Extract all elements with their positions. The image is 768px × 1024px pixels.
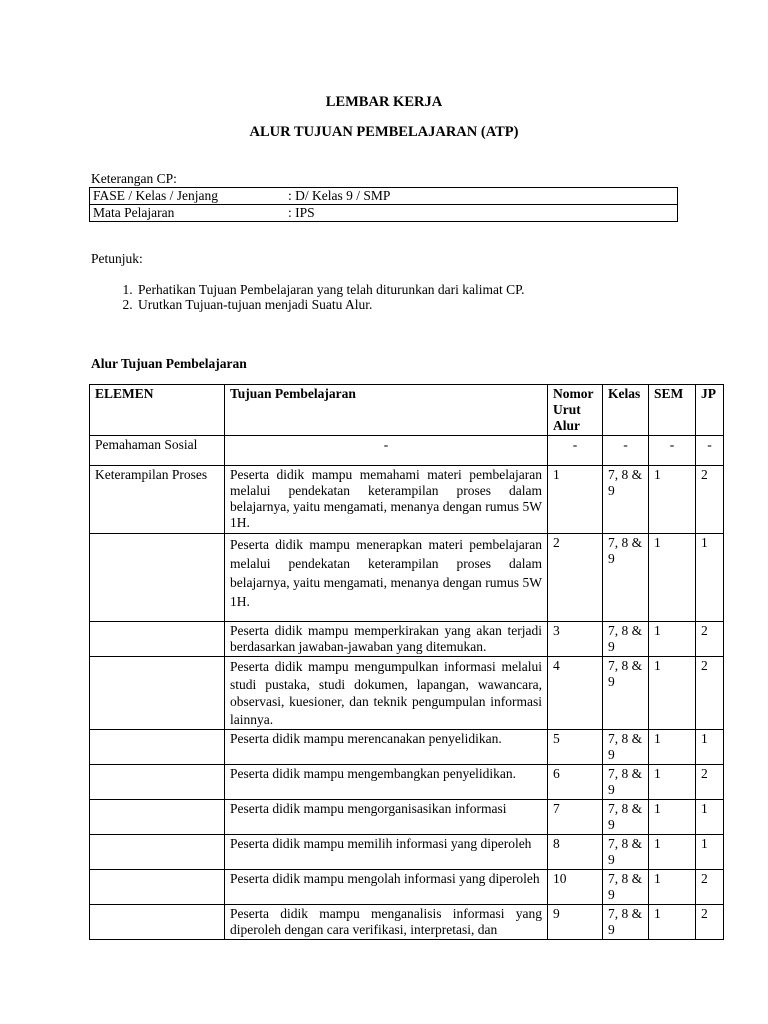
petunjuk-item: 2. Urutkan Tujuan-tujuan menjadi Suatu Alur. [136, 297, 525, 312]
cell-sem: 1 [649, 870, 696, 905]
cell-tujuan: Peserta didik mampu memahami materi pembelajaran melalui pendekatan keterampilan proses dalam belajarnya, yaitu mengamati, menanya dengan rumus 5W 1H. [225, 466, 548, 534]
cell-jp: 1 [696, 800, 724, 835]
table-row [90, 835, 724, 870]
cell-kelas: 7, 8 & 9 [603, 905, 649, 940]
cell-tujuan: Peserta didik mampu mengolah informasi yang diperoleh [225, 870, 548, 905]
cell-elemen [90, 657, 225, 730]
cell-nomor: 7 [548, 800, 603, 835]
cp-value: : IPS [285, 205, 678, 222]
atp-heading: Alur Tujuan Pembelajaran [91, 356, 247, 371]
cell-nomor: 2 [548, 534, 603, 622]
cell-jp: 2 [696, 765, 724, 800]
cell-sem: 1 [649, 534, 696, 622]
cell-nomor: 5 [548, 730, 603, 765]
cell-kelas: 7, 8 & 9 [603, 730, 649, 765]
cell-sem: 1 [649, 765, 696, 800]
cell-tujuan: Peserta didik mampu memilih informasi yang diperoleh [225, 835, 548, 870]
table-row [90, 436, 724, 466]
cell-jp: 1 [696, 534, 724, 622]
col-header-kelas: Kelas [603, 385, 649, 436]
cell-tujuan: Peserta didik mampu memperkirakan yang akan terjadi berdasarkan jawaban-jawaban yang ditemukan. [225, 622, 548, 657]
cell-sem: 1 [649, 466, 696, 534]
cell-elemen [90, 835, 225, 870]
cell-kelas: 7, 8 & 9 [603, 466, 649, 534]
cell-tujuan: Peserta didik mampu menganalisis informasi yang diperoleh dengan cara verifikasi, interpretasi, dan [225, 905, 548, 940]
cell-sem: - [649, 436, 696, 466]
cp-key: FASE / Kelas / Jenjang [90, 188, 286, 205]
cell-jp: 2 [696, 870, 724, 905]
cell-nomor: 8 [548, 835, 603, 870]
table-row [90, 622, 724, 657]
table-row [90, 466, 724, 534]
table-row [90, 765, 724, 800]
atp-table [89, 384, 724, 940]
cell-sem: 1 [649, 905, 696, 940]
cell-elemen [90, 905, 225, 940]
cell-kelas: 7, 8 & 9 [603, 835, 649, 870]
document-subtitle: ALUR TUJUAN PEMBELAJARAN (ATP) [249, 124, 519, 140]
cell-kelas: - [603, 436, 649, 466]
cell-nomor: 3 [548, 622, 603, 657]
cell-jp: 2 [696, 657, 724, 730]
cell-nomor: 10 [548, 870, 603, 905]
petunjuk-label: Petunjuk: [91, 251, 143, 266]
cp-label: Keterangan CP: [91, 171, 177, 186]
cell-elemen [90, 765, 225, 800]
cell-kelas: 7, 8 & 9 [603, 534, 649, 622]
cell-elemen [90, 800, 225, 835]
cell-kelas: 7, 8 & 9 [603, 765, 649, 800]
cell-tujuan: Peserta didik mampu menerapkan materi pembelajaran melalui pendekatan keterampilan proses dalam belajarnya, yaitu mengamati, menanya dengan rumus 5W 1H. [225, 534, 548, 622]
table-row [90, 870, 724, 905]
table-row [90, 800, 724, 835]
cp-row [90, 205, 678, 222]
cp-row [90, 188, 678, 205]
atp-header-row [90, 385, 724, 436]
cell-tujuan: Peserta didik mampu mengembangkan penyelidikan. [225, 765, 548, 800]
cell-elemen [90, 622, 225, 657]
cell-sem: 1 [649, 657, 696, 730]
cell-nomor: 4 [548, 657, 603, 730]
cell-elemen [90, 730, 225, 765]
col-header-sem: SEM [649, 385, 696, 436]
cell-elemen [90, 870, 225, 905]
cell-jp: 2 [696, 622, 724, 657]
col-header-nomor: Nomor Urut Alur [548, 385, 603, 436]
cell-jp: 2 [696, 905, 724, 940]
cell-jp: - [696, 436, 724, 466]
cell-elemen: Keterampilan Proses [90, 466, 225, 534]
cell-kelas: 7, 8 & 9 [603, 622, 649, 657]
col-header-jp: JP [696, 385, 724, 436]
cell-sem: 1 [649, 835, 696, 870]
cell-nomor: 1 [548, 466, 603, 534]
table-row [90, 730, 724, 765]
cell-tujuan: - [225, 436, 548, 466]
cell-nomor: 9 [548, 905, 603, 940]
cell-kelas: 7, 8 & 9 [603, 657, 649, 730]
cp-table [89, 187, 678, 222]
cell-sem: 1 [649, 622, 696, 657]
cell-elemen: Pemahaman Sosial [90, 436, 225, 466]
cell-tujuan: Peserta didik mampu mengumpulkan informasi melalui studi pustaka, studi dokumen, lapangan, wawancara, observasi, kuesioner, dan teknik pengumpulan informasi lainnya. [225, 657, 548, 730]
document-title: LEMBAR KERJA [325, 94, 443, 110]
cell-kelas: 7, 8 & 9 [603, 800, 649, 835]
cell-jp: 1 [696, 730, 724, 765]
cell-nomor: 6 [548, 765, 603, 800]
cell-tujuan: Peserta didik mampu mengorganisasikan informasi [225, 800, 548, 835]
table-row [90, 657, 724, 730]
petunjuk-item: 1. Perhatikan Tujuan Pembelajaran yang telah diturunkan dari kalimat CP. [136, 282, 525, 297]
table-row [90, 534, 724, 622]
cell-nomor: - [548, 436, 603, 466]
cell-sem: 1 [649, 800, 696, 835]
cell-sem: 1 [649, 730, 696, 765]
cell-jp: 1 [696, 835, 724, 870]
cell-tujuan: Peserta didik mampu merencanakan penyelidikan. [225, 730, 548, 765]
cell-elemen [90, 534, 225, 622]
cell-jp: 2 [696, 466, 724, 534]
col-header-tujuan: Tujuan Pembelajaran [225, 385, 548, 436]
table-row [90, 905, 724, 940]
cell-kelas: 7, 8 & 9 [603, 870, 649, 905]
cp-value: : D/ Kelas 9 / SMP [285, 188, 678, 205]
col-header-elemen: ELEMEN [90, 385, 225, 436]
cp-key: Mata Pelajaran [90, 205, 286, 222]
petunjuk-list [91, 282, 525, 312]
